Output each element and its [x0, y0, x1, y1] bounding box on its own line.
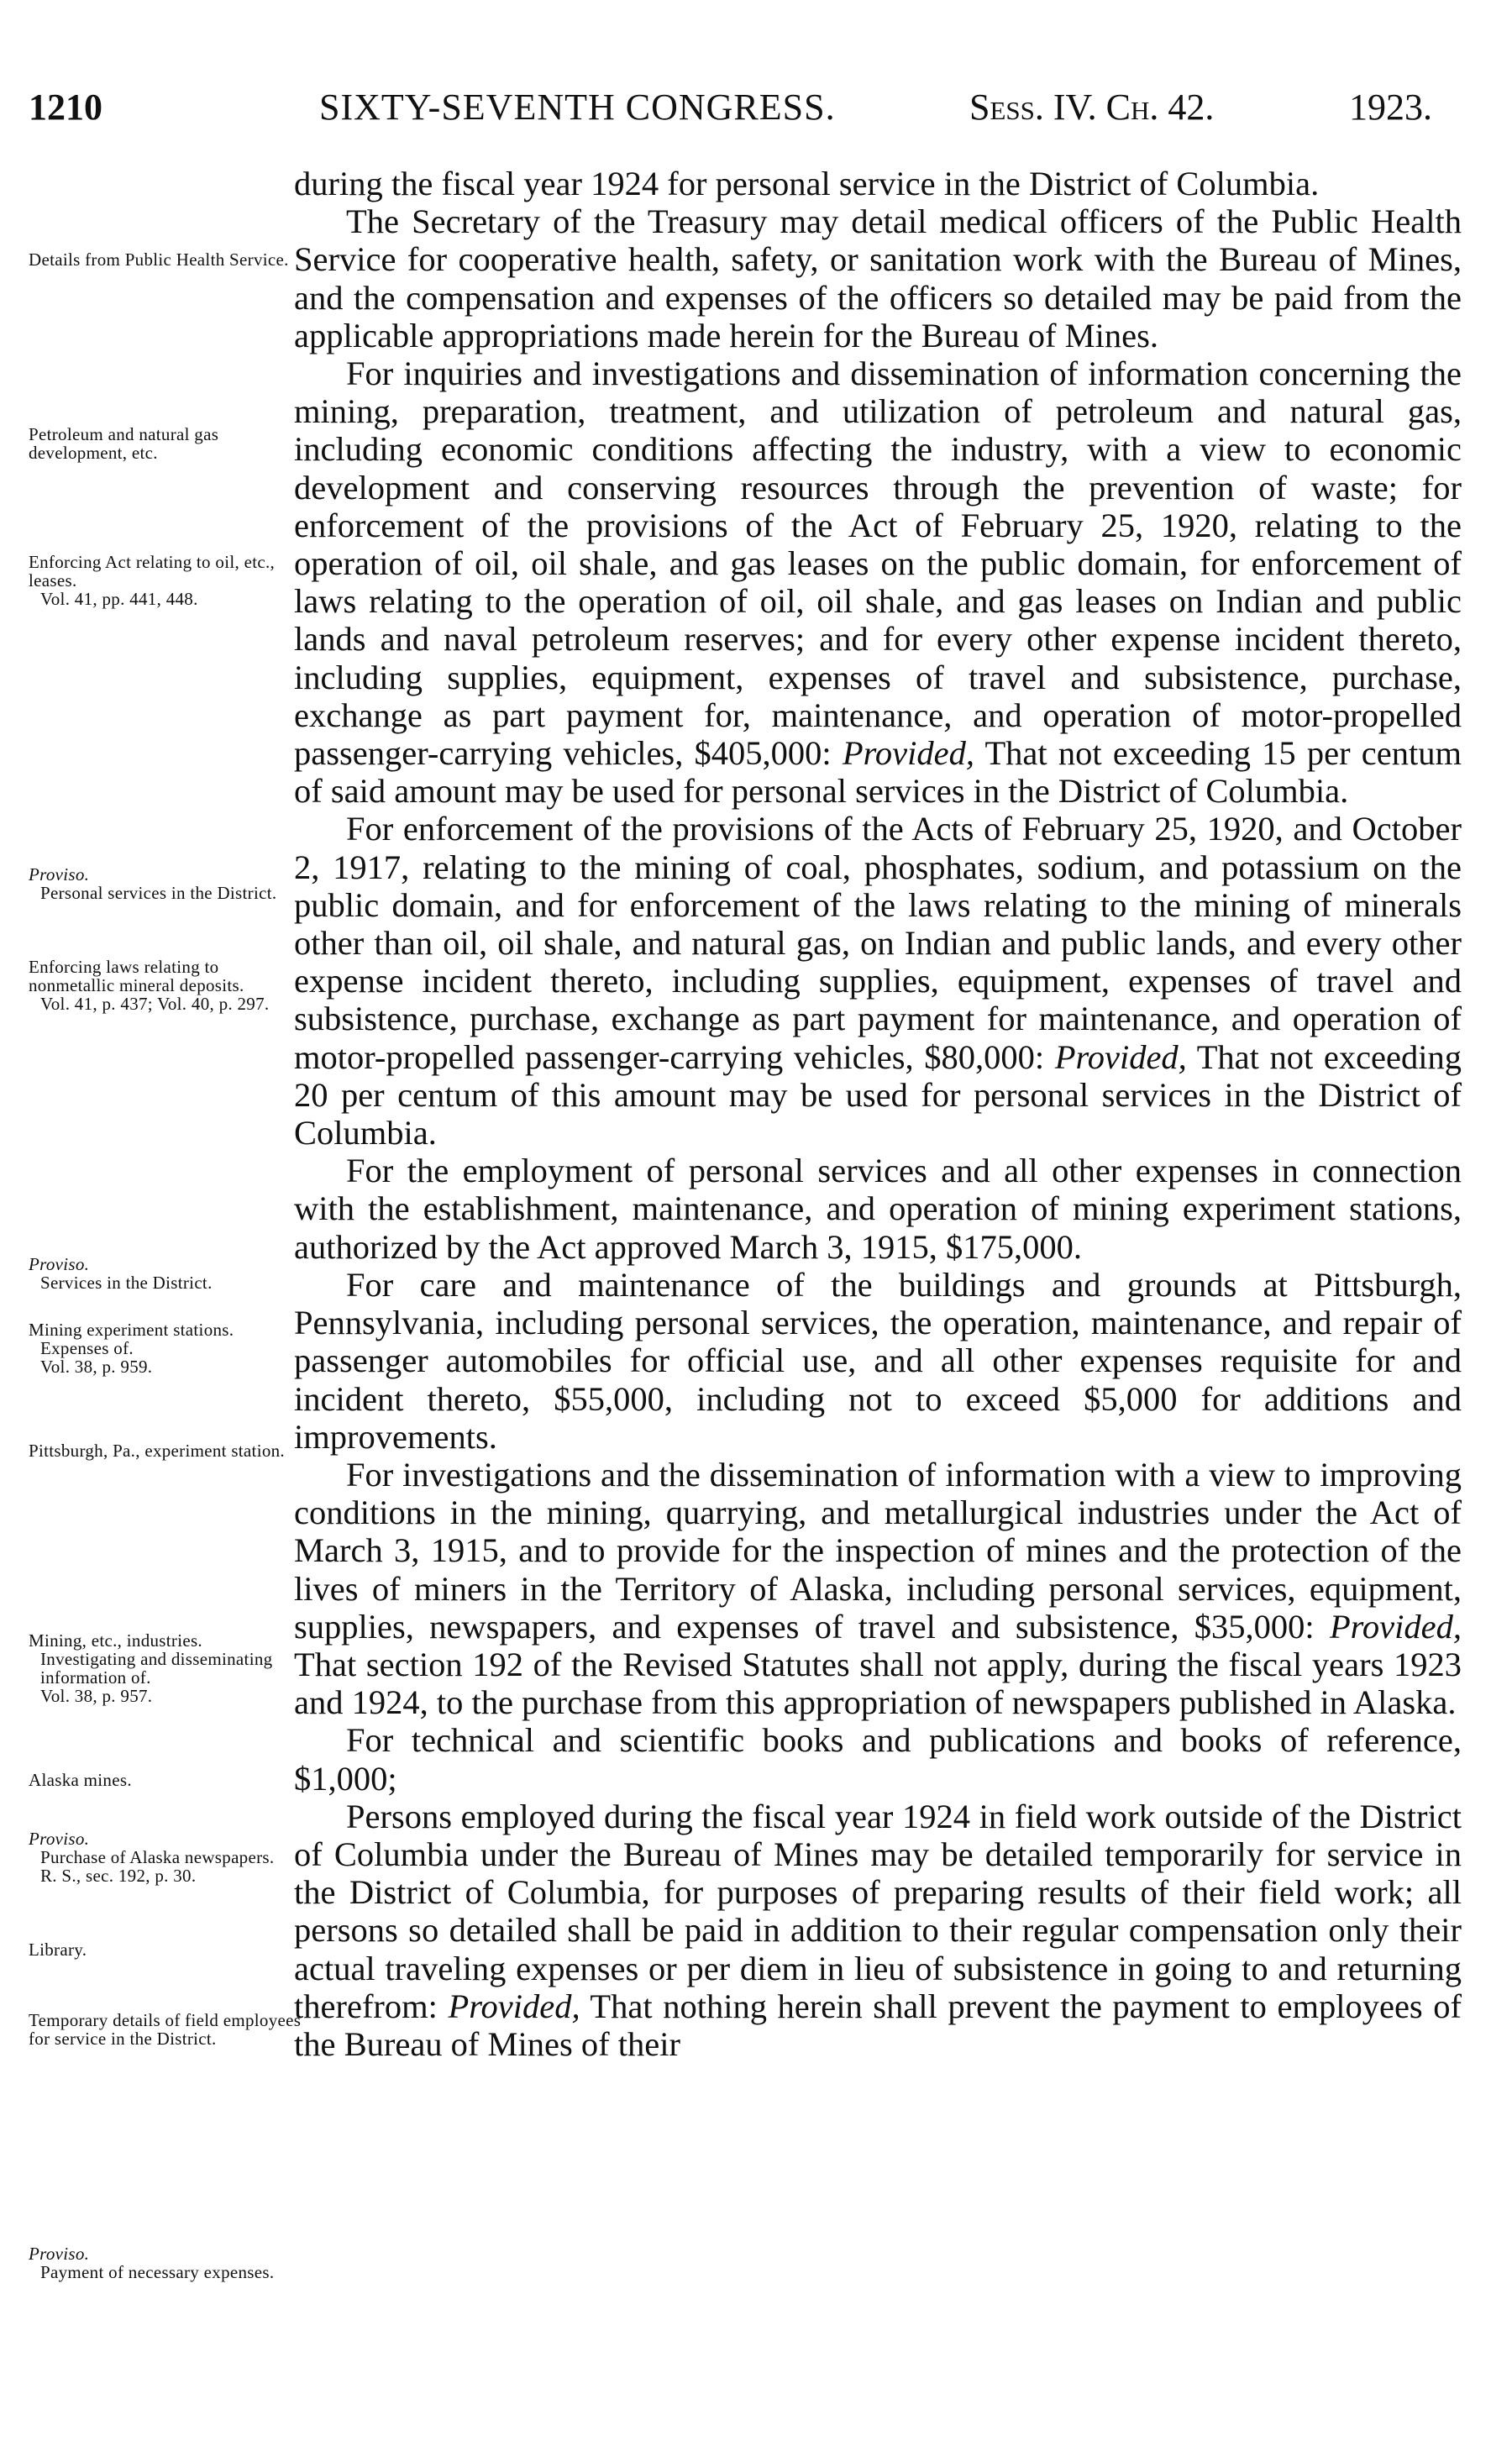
paragraph-temporary-details: Persons employed during the fiscal year 1924 in field work outside of the District of Columbia under the Bureau of Mines may be detailed temporarily for service in the District of Columbia, for purposes of preparing results of their field work; all persons so detailed shall be paid in addition to their regular compensation only their actual traveling expenses or per diem in lieu of subsistence in going to and returning therefrom: Provided, That nothing herein shall prevent the payment to employees of the Bureau of Mines of their [294, 1797, 1462, 2063]
margin-note-proviso-personal: Proviso. Personal services in the District. [29, 864, 277, 903]
continuation-text: during the fiscal year 1924 for personal service in the District of Columbia. [294, 165, 1320, 202]
margin-note-proviso-services: Proviso. Services in the District. [29, 1254, 213, 1293]
margin-note-experiment-stations: Mining experiment stations. Expenses of. Vol. 38, p. 959. [29, 1320, 234, 1377]
running-title: SIXTY-SEVENTH CONGRESS. [319, 87, 836, 128]
paragraph-library: For technical and scientific books and publications and books of reference, $1,000; [294, 1721, 1462, 1798]
header-year: 1923. [1349, 87, 1432, 128]
statute-body [294, 165, 1462, 2063]
margin-note-proviso-alaska: Proviso. Purchase of Alaska newspapers. R. S., sec. 192, p. 30. [29, 1829, 275, 1886]
paragraph-mining-industries: For investigations and the dissemination of information with a view to improving conditions in the mining, quarrying, and metallurgical industries under the Act of March 3, 1915, and to provide for the inspection of mines and the protection of the lives of miners in the Territory of Alaska, including personal services, equipment, supplies, newspapers, and expenses of travel and subsistence, $35,000: Provided, That section 192 of the Revised Statutes shall not apply, during the fiscal years 1923 and 1924, to the purchase from this appropriation of newspapers published in Alaska. [294, 1455, 1462, 1722]
margin-note-mining-industries: Mining, etc., industries. Investigating and disseminating information of. Vol. 38, p. 957. [29, 1630, 273, 1706]
margin-note-library: Library. [29, 1940, 87, 1960]
margin-note-public-health: Details from Public Health Service. [29, 249, 289, 270]
paragraph-public-health: The Secretary of the Treasury may detail medical officers of the Public Health Service for cooperative health, safety, or sanitation work with the Bureau of Mines, and the compensation and expenses of the officers so detailed may be paid from the applicable appropriations made herein for the Bureau of Mines. [294, 202, 1462, 354]
margin-note-nonmetallic: Enforcing laws relating to nonmetallic mineral deposits. Vol. 41, p. 437; Vol. 40, p. 297. [29, 957, 270, 1014]
paragraph-nonmetallic: For enforcement of the provisions of the Acts of February 25, 1920, and October 2, 1917, relating to the mining of coal, phosphates, sodium, and potassium on the public domain, and for enforcement of the laws relating to the mining of minerals other than oil, oil shale, and natural gas, on Indian and public lands, and every other expense incident thereto, including supplies, equipment, expenses of travel and subsistence, purchase, exchange as part payment for maintenance, and operation of motor-propelled passenger-carrying vehicles, $80,000: Provided, That not exceeding 20 per centum of this amount may be used for personal services in the District of Columbia. [294, 810, 1462, 1152]
margin-note-enforcing-act: Enforcing Act relating to oil, etc., leases. Vol. 41, pp. 441, 448. [29, 552, 276, 609]
margin-note-petroleum: Petroleum and natural gas development, etc. [29, 424, 219, 463]
margin-note-temporary-details: Temporary details of field employees for service in the District. [29, 2010, 302, 2049]
margin-note-alaska-mines: Alaska mines. [29, 1770, 132, 1790]
session-chapter: Sess. IV. Ch. 42. [969, 87, 1215, 128]
paragraph-experiment-stations: For the employment of personal services and all other expenses in connection with the establishment, maintenance, and operation of mining experiment stations, authorized by the Act approved March 3, 1915, $175,000. [294, 1152, 1462, 1266]
page-number: 1210 [29, 87, 102, 128]
page-header [29, 82, 1457, 133]
paragraph-petroleum: For inquiries and investigations and dissemination of information concerning the mining, preparation, treatment, and utilization of petroleum and natural gas, including economic conditions affecting the industry, with a view to economic development and conserving resources through the prevention of waste; for enforcement of the provisions of the Act of February 25, 1920, relating to the operation of oil, oil shale, and gas leases on the public domain, for enforcement of laws relating to the operation of oil, oil shale, and gas leases on Indian and public lands and naval petroleum reserves; and for every other expense incident thereto, including supplies, equipment, expenses of travel and subsistence, purchase, exchange as part payment for, maintenance, and operation of motor-propelled passenger-carrying vehicles, $405,000: Provided, That not exceeding 15 per centum of said amount may be used for personal services in the District of Columbia. [294, 354, 1462, 811]
margin-note-proviso-payment: Proviso. Payment of necessary expenses. [29, 2244, 275, 2282]
margin-note-pittsburgh: Pittsburgh, Pa., experiment station. [29, 1441, 285, 1461]
paragraph-pittsburgh: For care and maintenance of the buildings and grounds at Pittsburgh, Pennsylvania, including personal services, the operation, maintenance, and repair of passenger automobiles for official use, and all other expenses requisite for and incident thereto, $55,000, including not to exceed $5,000 for additions and improvements. [294, 1265, 1462, 1456]
